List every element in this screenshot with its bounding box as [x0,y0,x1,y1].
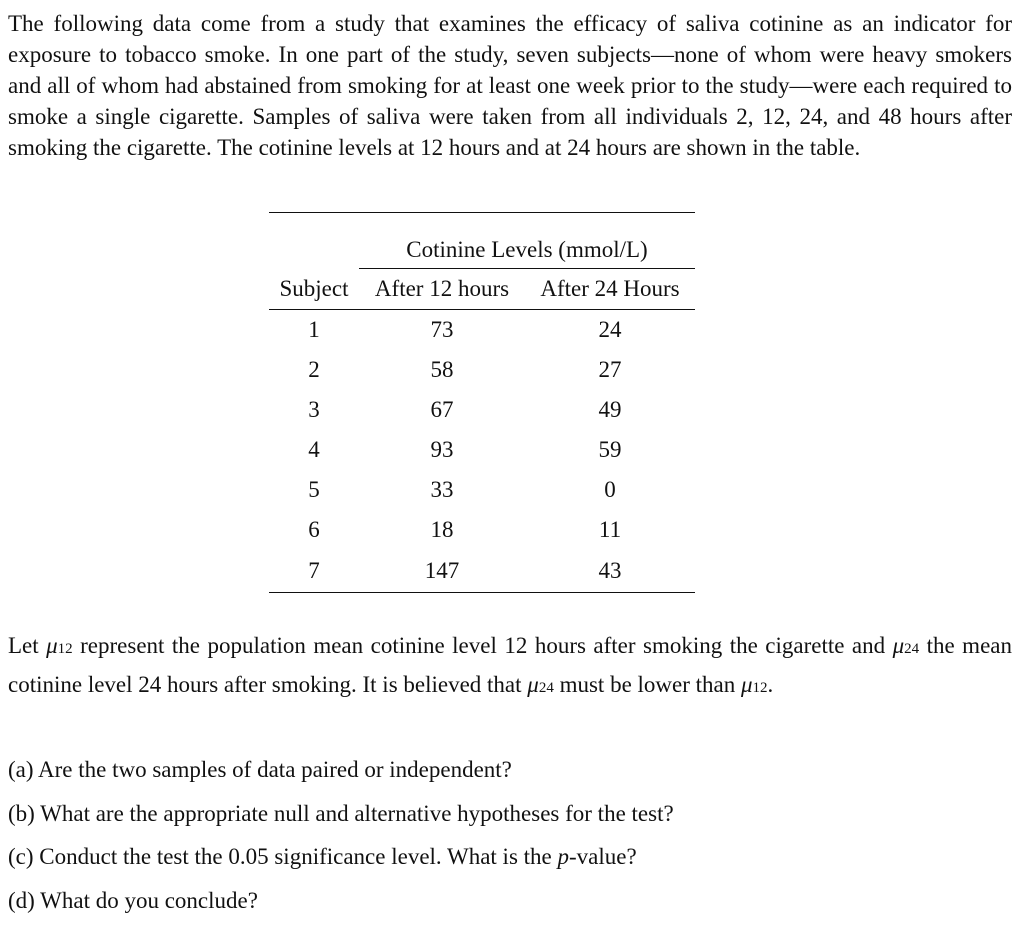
subject-cell: 4 [308,437,320,462]
mu-text-part3: must be lower than [553,672,741,697]
group-header-cell [359,213,695,270]
table-group-header-row [269,213,695,270]
mu-12-symbol-2: μ12 [741,672,768,697]
after-12-cell: 73 [430,317,454,342]
after-24-cell: 24 [598,317,622,342]
mu-24-symbol: μ24 [892,633,920,658]
mu-text-end: . [767,672,774,697]
group-header-label: Cotinine Levels (mmol/L) [406,237,648,262]
question-b: (b) What are the appropriate null and alternative hypotheses for the test? [8,800,674,826]
subject-cell: 6 [308,517,320,542]
after-24-cell: 43 [525,550,695,593]
after-24-cell: 11 [598,517,622,542]
question-a: (a) Are the two samples of data paired or independent? [8,757,512,782]
table-row [269,390,695,430]
empty-header-cell [269,213,359,270]
after-12-cell: 18 [430,517,454,542]
table-row [269,470,695,510]
mu-text-part1: represent the population mean cotinine level 12 hours after smoking the cigarette and [72,633,893,658]
column-header-12-hours: After 12 hours [359,269,525,310]
column-header-subject: Subject [269,269,359,310]
question-c-text: (c) Conduct the test the 0.05 significance level. What is the [8,844,558,869]
table-row [269,310,695,351]
subject-cell: 5 [308,477,320,502]
after-24-cell: 49 [598,397,622,422]
table-row [269,350,695,390]
mu-definition-paragraph [8,628,1012,706]
question-c-p-italic: p [557,844,569,869]
cotinine-table [269,212,695,593]
after-24-cell: 59 [598,437,622,462]
after-12-cell: 93 [430,437,454,462]
after-12-cell: 33 [430,477,454,502]
mu-lead-text: Let [8,633,47,658]
after-12-cell: 58 [430,357,454,382]
subject-cell: 7 [269,550,359,593]
question-c [8,839,674,883]
cotinine-table-container [269,212,695,593]
question-c-end: -value? [569,844,637,869]
subject-cell: 3 [308,397,320,422]
after-24-cell: 27 [598,357,622,382]
group-header-rule [359,268,695,269]
mu-24-symbol-2: μ24 [527,672,554,697]
after-24-cell: 0 [604,477,616,502]
question-d: (d) What do you conclude? [8,887,258,913]
intro-paragraph: The following data come from a study that examines the efficacy of saliva cotinine as an indicator for exposure to tobacco smoke. In one part of the study, seven subjects—none of whom were heavy smokers and all of whom had abstained from smoking for at least one week prior to the study—were each required to smoke a single cigarette. Samples of saliva were taken from all individuals 2, 12, 24, and 48 hours after smoking the cigarette. The cotinine levels at 12 hours and at 24 hours are shown in the table. [8,11,1012,160]
table-column-header-row [269,269,695,310]
question-list [8,752,674,926]
table-row [269,430,695,470]
subject-cell: 1 [308,317,320,342]
mu-12-symbol: μ12 [46,633,73,658]
after-12-cell: 67 [430,397,454,422]
subject-cell: 2 [308,357,320,382]
after-12-cell: 147 [359,550,525,593]
mu-text-part2: the mean cotinine level 24 hours after smoking. It is believed that [8,633,1012,697]
column-header-24-hours: After 24 Hours [525,269,695,310]
document-page [8,8,1012,163]
table-row [269,510,695,550]
table-row [269,550,695,593]
